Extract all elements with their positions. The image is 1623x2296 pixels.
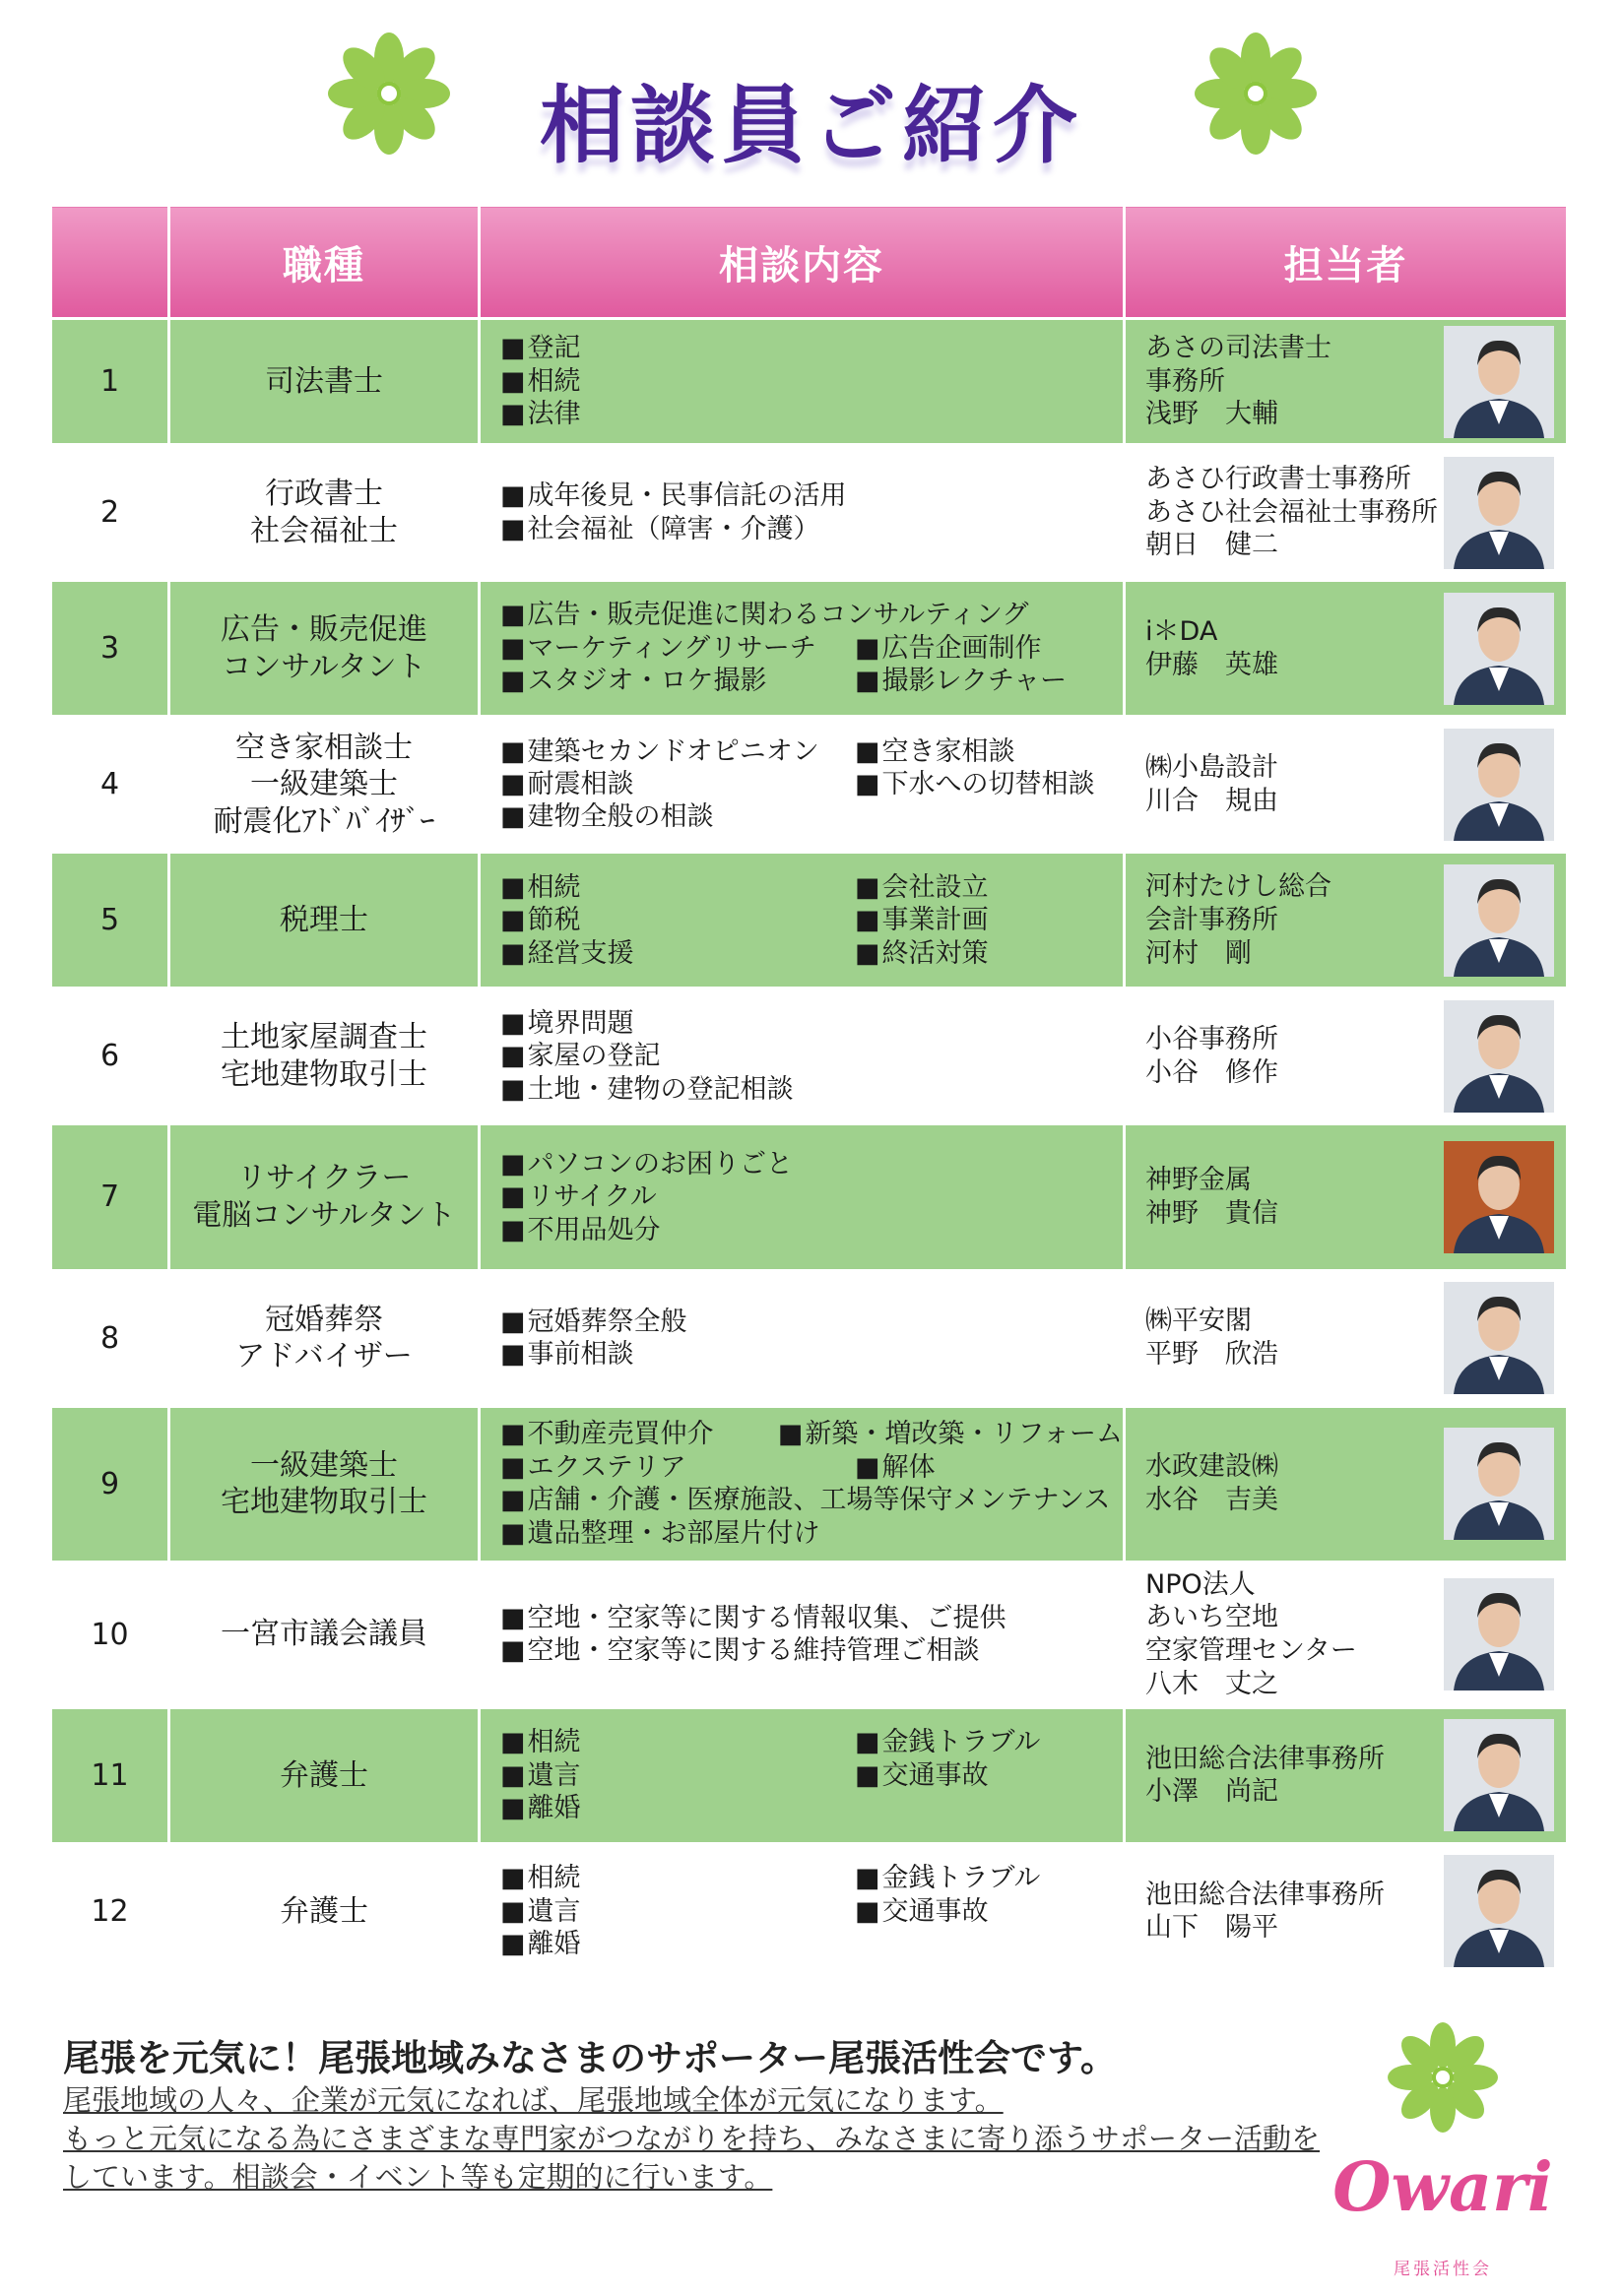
table-header-row — [51, 206, 1568, 319]
job-cell — [169, 717, 480, 853]
content-cell — [480, 445, 1125, 581]
consult-item: ■ 会社設立 — [855, 871, 1123, 904]
job-title: 一級建築士 — [250, 1447, 398, 1483]
consult-item: ■ 耐震相談 — [500, 768, 855, 800]
person-cell — [1125, 1124, 1568, 1270]
table-row — [51, 1843, 1568, 1979]
job-title: 冠婚葬祭 — [265, 1302, 383, 1337]
person-line: 水谷 吉美 — [1145, 1485, 1278, 1516]
consult-item: ■ 建築セカンドオピニオン — [500, 735, 855, 768]
person-line: NPO法人 — [1145, 1568, 1256, 1600]
logo-text: Owari — [1332, 2148, 1553, 2227]
person-line: あさひ社会福祉士事務所 — [1145, 496, 1438, 528]
job-title: 弁護士 — [280, 1893, 368, 1929]
table-row — [51, 445, 1568, 581]
job-title: リサイクラー — [236, 1161, 412, 1196]
header-job: 職種 — [169, 206, 480, 319]
consult-item: ■ 金銭トラブル — [855, 1862, 1123, 1894]
table-row — [51, 581, 1568, 717]
job-cell — [169, 853, 480, 989]
consult-item: ■ マーケティングリサーチ — [500, 632, 855, 665]
person-line: 川合 規由 — [1145, 785, 1278, 816]
person-line: 山下 陽平 — [1145, 1912, 1278, 1944]
content-cell — [480, 1707, 1125, 1843]
consult-item: ■ パソコンのお困りごと — [500, 1148, 1123, 1180]
footer-line: 尾張地域の人々、企業が元気になれば、尾張地域全体が元気になります。 — [63, 2083, 1004, 2117]
person-photo — [1444, 729, 1554, 841]
person-photo — [1444, 1855, 1554, 1967]
person-photo — [1444, 1719, 1554, 1831]
person-photo — [1444, 1141, 1554, 1253]
consult-item: ■ 離婚 — [500, 1928, 1123, 1960]
table-row — [51, 717, 1568, 853]
person-line: あいち空地 — [1145, 1602, 1278, 1633]
header-person: 担当者 — [1125, 206, 1568, 319]
table-row — [51, 1270, 1568, 1406]
person-photo — [1444, 1578, 1554, 1690]
consult-item: ■ 不用品処分 — [500, 1214, 1123, 1246]
person-cell — [1125, 989, 1568, 1124]
table-row — [51, 1707, 1568, 1843]
job-title: アドバイザー — [235, 1339, 413, 1374]
row-number: 3 — [51, 581, 169, 717]
content-cell — [480, 989, 1125, 1124]
page-title: 相談員ご紹介 — [540, 77, 1083, 175]
job-title: 行政書士 — [265, 477, 383, 512]
person-line: 朝日 健二 — [1145, 530, 1278, 561]
content-cell — [480, 853, 1125, 989]
consult-item: ■ スタジオ・ロケ撮影 — [500, 665, 855, 697]
table-row — [51, 1562, 1568, 1707]
consult-item: ■ 家屋の登記 — [500, 1040, 1123, 1072]
job-cell — [169, 581, 480, 717]
job-cell — [169, 1843, 480, 1979]
row-number: 11 — [51, 1707, 169, 1843]
person-cell — [1125, 319, 1568, 445]
job-title: 空き家相談士 — [235, 730, 413, 765]
consult-item: ■ 広告・販売促進に関わるコンサルティング — [500, 599, 1123, 631]
job-title: 宅地建物取引士 — [221, 1485, 427, 1520]
job-title: 広告・販売促進 — [221, 612, 427, 648]
person-photo — [1444, 457, 1554, 569]
person-line: i＊DA — [1145, 615, 1218, 647]
person-line: 神野金属 — [1145, 1165, 1252, 1196]
consult-item: ■ 交通事故 — [855, 1895, 1123, 1928]
counselor-table — [49, 204, 1569, 1981]
person-line: ㈱平安閣 — [1145, 1306, 1252, 1337]
content-cell — [480, 1843, 1125, 1979]
person-line: 小谷事務所 — [1145, 1024, 1278, 1055]
consult-item: ■ 相続 — [500, 1862, 855, 1894]
owari-logo — [1320, 2009, 1566, 2284]
job-title: 税理士 — [280, 903, 368, 938]
person-photo — [1444, 864, 1554, 977]
footer-line: もっと元気になる為にさまざまな専門家がつながりを持ち、みなさまに寄り添うサポーター活動を — [63, 2122, 1321, 2156]
consult-item: ■ 冠婚葬祭全般 — [500, 1306, 1123, 1338]
job-title: 耐震化ｱﾄﾞﾊﾞｲｻﾞｰ — [213, 803, 435, 839]
consult-item: ■ 遺品整理・お部屋片付け — [500, 1517, 1123, 1550]
person-cell — [1125, 1562, 1568, 1707]
consult-item: ■ 交通事故 — [855, 1759, 1123, 1792]
person-line: 池田総合法律事務所 — [1145, 1743, 1385, 1774]
consult-item: ■ 法律 — [500, 398, 1123, 430]
job-cell — [169, 1124, 480, 1270]
person-line: 小谷 修作 — [1145, 1056, 1278, 1088]
flower-icon — [1182, 20, 1330, 167]
person-line: 河村たけし総合 — [1145, 871, 1331, 903]
person-line: あさの司法書士 — [1145, 332, 1331, 363]
person-cell — [1125, 1707, 1568, 1843]
person-line: 浅野 大輔 — [1145, 399, 1278, 430]
consult-item: ■ 空地・空家等に関する情報収集、ご提供 — [500, 1602, 1123, 1634]
job-title: 土地家屋調査士 — [221, 1020, 427, 1055]
row-number: 7 — [51, 1124, 169, 1270]
consult-item: ■ 撮影レクチャー — [855, 665, 1123, 697]
job-title: 電脳コンサルタント — [192, 1197, 456, 1233]
table-row — [51, 1124, 1568, 1270]
consult-item: ■ 節税 — [500, 904, 855, 936]
job-cell — [169, 1707, 480, 1843]
job-title: 一宮市議会議員 — [221, 1617, 427, 1652]
job-title: 一級建築士 — [250, 767, 398, 801]
person-line: 小澤 尚記 — [1145, 1776, 1278, 1808]
consult-item: ■ 不動産売買仲介 — [500, 1418, 778, 1450]
job-cell — [169, 445, 480, 581]
table-row — [51, 853, 1568, 989]
row-number: 8 — [51, 1270, 169, 1406]
job-title: 司法書士 — [265, 363, 383, 399]
job-cell — [169, 1562, 480, 1707]
footer-line: しています。相談会・イベント等も定期的に行います。 — [63, 2160, 773, 2195]
content-cell — [480, 581, 1125, 717]
consult-item: ■ リサイクル — [500, 1180, 1123, 1213]
header-content: 相談内容 — [480, 206, 1125, 319]
row-number: 2 — [51, 445, 169, 581]
person-cell — [1125, 1270, 1568, 1406]
consult-item: ■ 土地・建物の登記相談 — [500, 1073, 1123, 1106]
person-line: 河村 剛 — [1145, 937, 1252, 969]
row-number: 12 — [51, 1843, 169, 1979]
table-row — [51, 989, 1568, 1124]
consult-item: ■ エクステリア — [500, 1451, 855, 1484]
footer-tagline: 尾張を元気に！尾張地域みなさまのサポーター尾張活性会です。 — [63, 2037, 1118, 2079]
consult-item: ■ 金銭トラブル — [855, 1726, 1123, 1758]
logo-subtitle: 尾張活性会 — [1394, 2260, 1492, 2279]
title-area — [0, 39, 1623, 175]
consult-item: ■ 相続 — [500, 1726, 855, 1758]
consult-item: ■ 空地・空家等に関する維持管理ご相談 — [500, 1634, 1123, 1667]
consult-item: ■ 遺言 — [500, 1895, 855, 1928]
consult-item: ■ 社会福祉（障害・介護） — [500, 513, 1123, 545]
person-line: 会計事務所 — [1145, 904, 1278, 935]
header-number — [51, 206, 169, 319]
content-cell — [480, 319, 1125, 445]
person-cell — [1125, 1843, 1568, 1979]
job-title: 宅地建物取引士 — [221, 1056, 427, 1092]
person-line: 平野 欣浩 — [1145, 1339, 1278, 1371]
job-title: 社会福祉士 — [250, 513, 398, 548]
consult-item: ■ 下水への切替相談 — [855, 768, 1123, 800]
person-line: あさひ行政書士事務所 — [1145, 463, 1411, 494]
job-cell — [169, 319, 480, 445]
person-cell — [1125, 853, 1568, 989]
person-photo — [1444, 326, 1554, 438]
row-number: 6 — [51, 989, 169, 1124]
consult-item: ■ 終活対策 — [855, 937, 1123, 970]
consult-item: ■ 解体 — [855, 1451, 1123, 1484]
table-row — [51, 1406, 1568, 1562]
person-photo — [1444, 1000, 1554, 1113]
row-number: 9 — [51, 1406, 169, 1562]
person-line: 空家管理センター — [1145, 1635, 1357, 1667]
content-cell — [480, 717, 1125, 853]
consult-item: ■ 新築・増改築・リフォーム — [778, 1418, 1123, 1450]
row-number: 5 — [51, 853, 169, 989]
job-cell — [169, 1270, 480, 1406]
content-cell — [480, 1270, 1125, 1406]
person-cell — [1125, 581, 1568, 717]
row-number: 1 — [51, 319, 169, 445]
content-cell — [480, 1562, 1125, 1707]
consult-item: ■ 建物全般の相談 — [500, 800, 1123, 833]
table-row — [51, 319, 1568, 445]
job-cell — [169, 989, 480, 1124]
consult-item: ■ 遺言 — [500, 1759, 855, 1792]
consult-item: ■ 事前相談 — [500, 1338, 1123, 1371]
job-cell — [169, 1406, 480, 1562]
job-title: コンサルタント — [222, 649, 426, 684]
consult-item: ■ 相続 — [500, 871, 855, 904]
consult-item: ■ 境界問題 — [500, 1007, 1123, 1040]
job-title: 弁護士 — [280, 1757, 368, 1793]
footer — [63, 2028, 1343, 2197]
person-cell — [1125, 717, 1568, 853]
consult-item: ■ 広告企画制作 — [855, 632, 1123, 665]
person-line: ㈱小島設計 — [1145, 752, 1278, 783]
consult-item: ■ 登記 — [500, 332, 1123, 364]
person-line: 神野 貴信 — [1145, 1197, 1278, 1229]
person-line: 伊藤 英雄 — [1145, 649, 1278, 680]
content-cell — [480, 1124, 1125, 1270]
person-cell — [1125, 445, 1568, 581]
consult-item: ■ 事業計画 — [855, 904, 1123, 936]
person-line: 池田総合法律事務所 — [1145, 1879, 1385, 1910]
person-photo — [1444, 593, 1554, 705]
flower-icon — [1374, 2009, 1512, 2146]
consult-item: ■ 空き家相談 — [855, 735, 1123, 768]
row-number: 4 — [51, 717, 169, 853]
person-line: 八木 丈之 — [1145, 1668, 1278, 1699]
person-cell — [1125, 1406, 1568, 1562]
row-number: 10 — [51, 1562, 169, 1707]
consult-item: ■ 成年後見・民事信託の活用 — [500, 479, 1123, 512]
consult-item: ■ 離婚 — [500, 1792, 1123, 1824]
person-photo — [1444, 1428, 1554, 1540]
person-line: 水政建設㈱ — [1145, 1451, 1278, 1483]
consult-item: ■ 店舗・介護・医療施設、工場等保守メンテナンス — [500, 1484, 1123, 1516]
person-line: 事務所 — [1145, 365, 1225, 397]
consult-item: ■ 経営支援 — [500, 937, 855, 970]
consult-item: ■ 相続 — [500, 365, 1123, 398]
person-photo — [1444, 1282, 1554, 1394]
content-cell — [480, 1406, 1125, 1562]
